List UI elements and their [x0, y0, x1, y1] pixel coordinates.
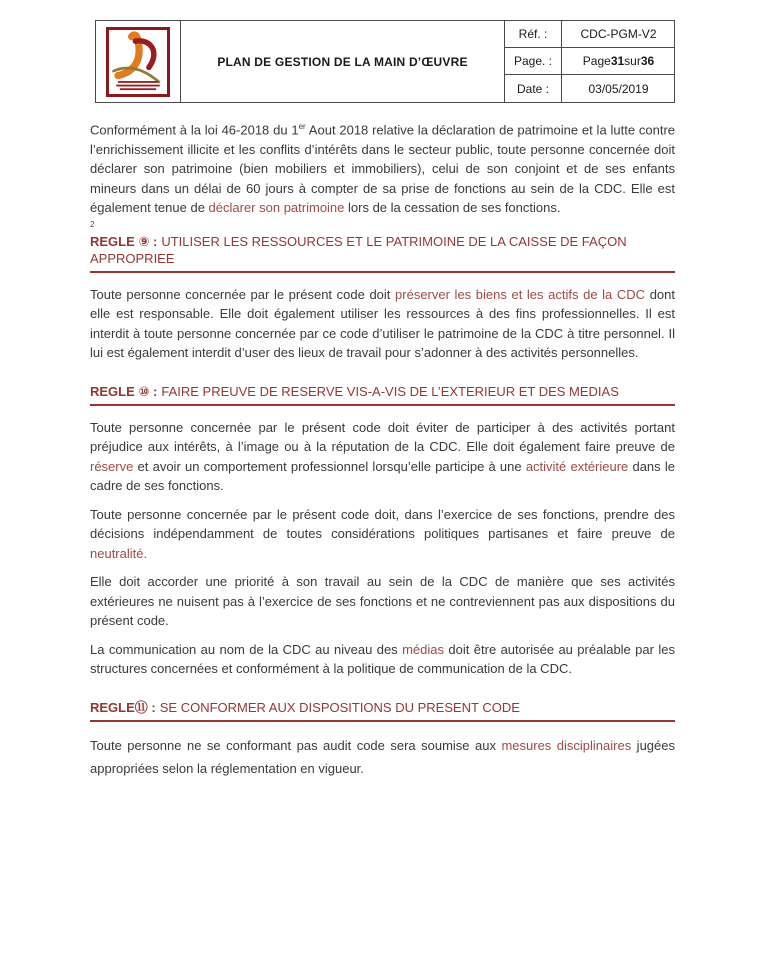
paragraph-priorite-travail — [90, 572, 675, 631]
date-value: 03/05/2019 — [588, 81, 649, 96]
rule-10-title: FAIRE PREUVE DE RESERVE VIS-A-VIS DE L’EXTERIEUR ET DES MEDIAS — [161, 383, 619, 399]
text-segment: lors de la cessation de ses fonctions. — [344, 200, 561, 216]
document-header — [95, 20, 675, 103]
text-segment: déclarer son patrimoine — [208, 200, 345, 216]
paragraph-mesures-disciplinaires — [90, 734, 675, 780]
paragraph-communication-medias — [90, 640, 675, 679]
rule-11-label: REGLE⑪ : — [90, 699, 156, 715]
text-segment: dont elle est responsable. Elle doit également utiliser les ressources à des fins professionnelles. Il est interdit à toute personne concernée par ce code d’utiliser le patrimoine de la CDC à titre personnel. Il lui est également interdit d’user des lieux de travail pour s’adonner à des activités personnelles. — [90, 286, 675, 361]
rule-10-heading — [90, 383, 675, 406]
ref-label: Réf. : — [505, 21, 562, 48]
page-number: 31 — [610, 54, 625, 68]
footnote-mark: 2 — [90, 219, 95, 229]
header-meta-table — [504, 21, 674, 102]
rule-11-title: SE CONFORMER AUX DISPOSITIONS DU PRESENT CODE — [159, 699, 520, 715]
text-segment: préserver les biens et les actifs de la CDC — [395, 286, 646, 302]
cdc-logo — [106, 27, 170, 97]
text-segment: La communication au nom de la CDC au niveau des — [90, 641, 403, 657]
text-segment: neutralité. — [90, 545, 148, 561]
document-title: PLAN DE GESTION DE LA MAIN D’ŒUVRE — [217, 54, 468, 69]
text-segment: dans le cadre de ses fonctions. — [90, 458, 675, 494]
text-segment: Conformément à la loi 46-2018 du 1 — [90, 122, 299, 138]
page-label: Page. : — [505, 48, 562, 75]
rule-9-label: REGLE ⑨ : — [90, 233, 158, 249]
text-segment: Toute personne concernée par le présent code doit — [90, 286, 396, 302]
text-segment: médias — [402, 641, 445, 657]
page-middle: sur — [624, 54, 641, 68]
logo-cell — [96, 21, 181, 102]
text-segment: mesures disciplinaires — [501, 737, 632, 753]
cdc-logo-icon — [109, 30, 167, 94]
text-segment: Toute personne concernée par le présent code doit éviter de participer à des activités portant préjudice aux intérêts, à l’image ou à la réputation de la CDC. Elle doit également faire preuve de — [90, 419, 675, 455]
rule-9-title: UTILISER LES RESSOURCES ET LE PATRIMOINE DE LA CAISSE DE FAÇON APPROPRIEE — [90, 233, 627, 266]
text-segment: Toute personne ne se conformant pas audit code sera soumise aux — [90, 737, 502, 753]
text-segment: réserve — [90, 458, 134, 474]
paragraph-preserver-biens — [90, 285, 675, 363]
rule-11-heading — [90, 699, 675, 722]
paragraph-neutralite — [90, 505, 675, 564]
paragraph-reserve-activite — [90, 418, 675, 496]
text-segment: Elle doit accorder une priorité à son travail au sein de la CDC de manière que ses activités extérieures ne nuisent pas à l’exercice de ses fonctions et ne contreviennent pas aux dispositions du présent code. — [90, 574, 675, 629]
text-segment: Aout 2018 relative la déclaration de patrimoine et la lutte contre l’enrichissement illicite et les conflits d’intérêts dans le secteur public, toute personne concernée doit déclarer son patrimoine (bien mobiliers et immobiliers), celui de son conjoint et de ses enfants mineurs dans un délai de 60 jours à compter de sa prise de fonctions au sein de la CDC. Elle est également tenue de — [90, 122, 675, 216]
text-segment: jugées appropriées selon la réglementation en vigueur. — [90, 737, 675, 776]
ref-value: CDC-PGM-V2 — [562, 21, 675, 48]
page-prefix: Page — [582, 54, 611, 68]
rule-9-heading — [90, 233, 675, 273]
rule-10-label: REGLE ⑩ : — [90, 383, 158, 399]
page-total: 36 — [640, 54, 655, 68]
text-segment: et avoir un comportement professionnel lorsqu’elle participe à une — [133, 458, 526, 474]
document-body — [90, 117, 675, 780]
text-segment: doit être autorisée au préalable par les structures concernées et conformément à la politique de communication de la CDC. — [90, 641, 675, 677]
text-segment: er — [298, 122, 306, 131]
paragraph-loi-46-2018 — [90, 117, 675, 218]
page-value — [562, 48, 675, 75]
date-label: Date : — [505, 75, 562, 102]
text-segment: activité extérieure — [525, 458, 629, 474]
text-segment: Toute personne concernée par le présent code doit, dans l’exercice de ses fonctions, prendre des décisions indépendamment de toutes considérations politiques partisanes et faire preuve de — [90, 506, 675, 542]
